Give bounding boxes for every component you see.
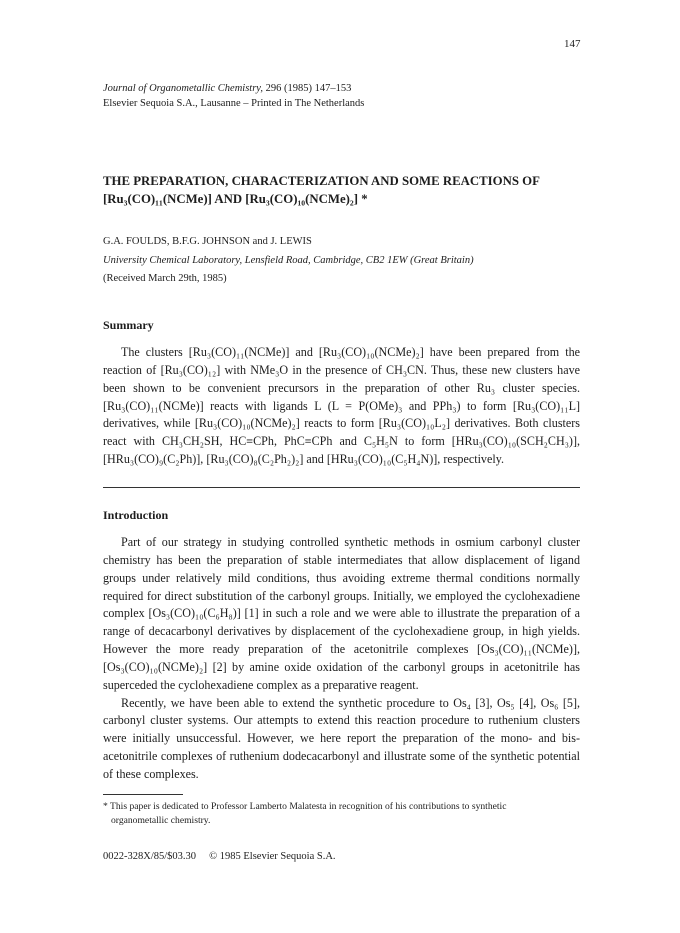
footnote-line-1: * This paper is dedicated to Professor Lamberto Malatesta in recognition of his contributions to synthetic bbox=[103, 801, 507, 812]
author-list: G.A. FOULDS, B.F.G. JOHNSON and J. LEWIS bbox=[103, 236, 312, 247]
journal-header bbox=[103, 82, 364, 111]
summary-paragraph: The clusters [Ru₃(CO)₁₁(NCMe)] and [Ru₃(CO)₁₀(NCMe)₂] have been prepared from the reaction of [Ru₃(CO)₁₂] with NMe₃O in the presence of CH₃CN. Thus, these new clusters have been shown to be convenient precursors in the preparation of other Ru₃ cluster species. [Ru₃(CO)₁₁(NCMe)] reacts with ligands L (L = P(OMe)₃ and PPh₃) to form [Ru₃(CO)₁₁L] derivatives, while [Ru₃(CO)₁₀(NCMe)₂] reacts to form [Ru₃(CO)₁₀L₂] derivatives. Both clusters react with CH₃CH₂SH, HC≡CPh, PhC≡CPh and C₅H₅N to form [HRu₃(CO)₁₀(SCH₂CH₃)], [HRu₃(CO)₉(C₂Ph)], [Ru₃(CO)₈(C₂Ph₂)₂] and [HRu₃(CO)₁₀(C₅H₄N)], respectively. bbox=[103, 345, 580, 467]
journal-name: Journal of Organometallic Chemistry, bbox=[103, 83, 264, 94]
title-line-2: [Ru₃(CO)₁₁(NCMe)] AND [Ru₃(CO)₁₀(NCMe)₂] * bbox=[103, 192, 368, 206]
introduction-paragraph-1: Part of our strategy in studying controlled synthetic methods in osmium carbonyl cluster chemistry has been the preparation of stable intermediates that allow displacement of ligand groups under relatively mild conditions, thus avoiding extreme thermal conditions normally required for direct substitution of the carbonyl groups. Initially, we employed the cyclohexadiene complex [Os₃(CO)₁₀(C₆H₈)] [1] in such a role and we were able to illustrate the preparation of a range of decacarbonyl derivatives by displacement of the cyclohexadiene group, in high yields. However the more ready preparation of the acetonitrile complexes [Os₃(CO)₁₁(NCMe)], [Os₃(CO)₁₀(NCMe)₂] [2] by amine oxide oxidation of the carbonyl groups in acetonitrile has superceded the cyclohexadiene complex as a preparative reagent. bbox=[103, 535, 580, 692]
title-line-1: THE PREPARATION, CHARACTERIZATION AND SOME REACTIONS OF bbox=[103, 174, 540, 188]
publisher-line: Elsevier Sequoia S.A., Lausanne – Printed in The Netherlands bbox=[103, 97, 365, 109]
footnote-divider bbox=[103, 794, 183, 795]
copyright-line: 0022-328X/85/$03.30 © 1985 Elsevier Sequoia S.A. bbox=[103, 851, 336, 862]
page-number: 147 bbox=[564, 38, 581, 50]
footnote-line-2: organometallic chemistry. bbox=[111, 814, 211, 826]
introduction-heading: Introduction bbox=[103, 508, 169, 522]
article-title bbox=[103, 172, 583, 208]
journal-citation-line bbox=[103, 82, 364, 97]
journal-citation: 296 (1985) 147–153 bbox=[263, 83, 352, 94]
footnote bbox=[103, 800, 583, 827]
introduction-text bbox=[103, 534, 580, 784]
section-divider bbox=[103, 487, 580, 488]
affiliation: University Chemical Laboratory, Lensfield Road, Cambridge, CB2 1EW (Great Britain) bbox=[103, 255, 474, 266]
introduction-paragraph-2: Recently, we have been able to extend the synthetic procedure to Os₄ [3], Os₅ [4], Os₆ [5], carbonyl cluster systems. Our attempts to extend this reaction procedure to ruthenium clusters were initially unsuccessful. However, we here report the preparation of the mono- and bis-acetonitrile complexes of ruthenium dodecacarbonyl and illustrate some of the synthetic potential of these complexes. bbox=[103, 695, 580, 781]
summary-text bbox=[103, 344, 580, 469]
summary-heading: Summary bbox=[103, 318, 154, 332]
received-date: (Received March 29th, 1985) bbox=[103, 273, 227, 284]
